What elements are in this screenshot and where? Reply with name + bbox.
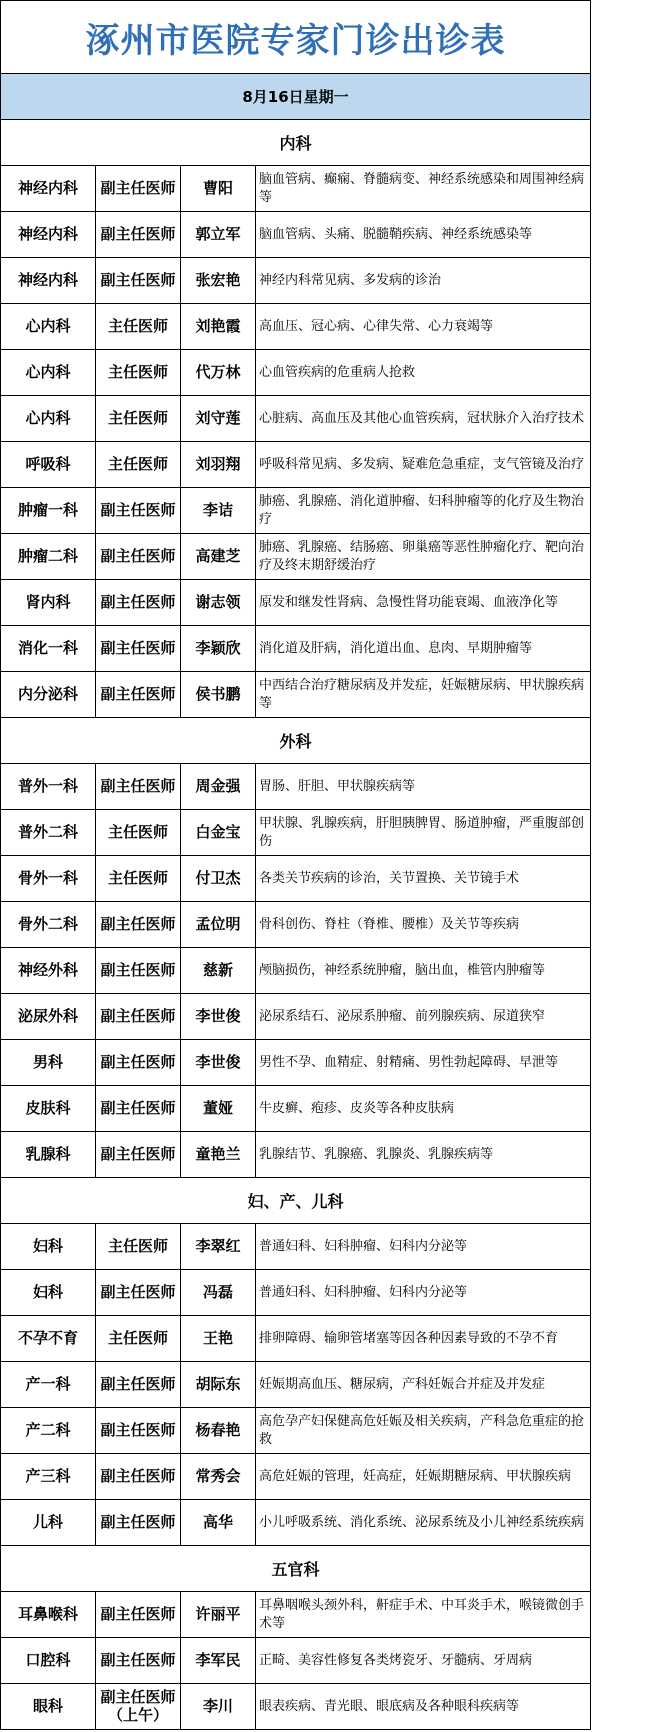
title-cell: 副主任医师 xyxy=(96,626,181,671)
table-row xyxy=(0,166,591,212)
doctor-cell: 刘艳霞 xyxy=(181,304,256,349)
doctor-cell: 刘羽翔 xyxy=(181,442,256,487)
specialty-cell: 正畸、美容性修复各类烤瓷牙、牙髓病、牙周病 xyxy=(259,1652,533,1668)
specialty-cell: 小儿呼吸系统、消化系统、泌尿系统及小儿神经系统疾病 xyxy=(259,1514,585,1530)
department-cell: 儿科 xyxy=(1,1500,96,1545)
specialty-cell: 普通妇科、妇科肿瘤、妇科内分泌等 xyxy=(259,1284,468,1300)
table-row xyxy=(0,580,591,626)
doctor-cell: 李世俊 xyxy=(181,994,256,1039)
specialty-cell: 神经内科常见病、多发病的诊治 xyxy=(259,272,442,288)
department-cell: 妇科 xyxy=(1,1270,96,1315)
table-row xyxy=(0,1270,591,1316)
section-header: 五官科 xyxy=(0,1546,591,1592)
table-row xyxy=(0,304,591,350)
doctor-cell: 李川 xyxy=(181,1684,256,1729)
department-cell: 眼科 xyxy=(1,1684,96,1729)
date-header: 8月16日星期一 xyxy=(0,74,591,120)
doctor-cell: 李诘 xyxy=(181,488,256,533)
title-cell: 副主任医师 xyxy=(96,580,181,625)
doctor-cell: 郭立军 xyxy=(181,212,256,257)
title-cell: 副主任医师 xyxy=(96,1270,181,1315)
doctor-cell: 慈新 xyxy=(181,948,256,993)
title-cell: 副主任医师 xyxy=(96,212,181,257)
title-cell: 副主任医师 xyxy=(96,1638,181,1683)
title-cell: 副主任医师 xyxy=(96,764,181,809)
table-row xyxy=(0,856,591,902)
department-cell: 皮肤科 xyxy=(1,1086,96,1131)
title-cell: 副主任医师 xyxy=(96,1132,181,1177)
department-cell: 神经内科 xyxy=(1,166,96,211)
department-cell: 骨外二科 xyxy=(1,902,96,947)
specialty-cell: 男性不孕、血精症、射精痛、男性勃起障碍、早泄等 xyxy=(259,1054,559,1070)
table-row xyxy=(0,1086,591,1132)
table-row xyxy=(0,258,591,304)
title-cell: 副主任医师 xyxy=(96,1408,181,1453)
department-cell: 神经内科 xyxy=(1,258,96,303)
table-row xyxy=(0,1316,591,1362)
doctor-cell: 侯书鹏 xyxy=(181,672,256,717)
specialty-cell: 妊娠期高血压、糖尿病，产科妊娠合并症及并发症 xyxy=(259,1376,546,1392)
specialty-cell: 骨科创伤、脊柱（脊椎、腰椎）及关节等疾病 xyxy=(259,916,520,932)
table-row xyxy=(0,1592,591,1638)
specialty-cell: 颅脑损伤，神经系统肿瘤，脑出血，椎管内肿瘤等 xyxy=(259,962,546,978)
table-row xyxy=(0,994,591,1040)
department-cell: 呼吸科 xyxy=(1,442,96,487)
specialty-cell: 胃肠、肝胆、甲状腺疾病等 xyxy=(259,778,416,794)
title-cell: 主任医师 xyxy=(96,396,181,441)
table-row xyxy=(0,902,591,948)
title-cell: 副主任医师 xyxy=(96,166,181,211)
doctor-cell: 童艳兰 xyxy=(181,1132,256,1177)
schedule-table xyxy=(0,120,591,1730)
title-cell: 主任医师 xyxy=(96,1224,181,1269)
department-cell: 神经内科 xyxy=(1,212,96,257)
specialty-cell: 心血管疾病的危重病人抢救 xyxy=(259,364,416,380)
specialty-cell: 脑血管病、癫痫、脊髓病变、神经系统感染和周围神经病等 xyxy=(259,171,585,205)
specialty-cell: 肺癌、乳腺癌、消化道肿瘤、妇科肿瘤等的化疗及生物治疗 xyxy=(259,493,585,527)
specialty-cell: 眼表疾病、青光眼、眼底病及各种眼科疾病等 xyxy=(259,1698,520,1714)
table-row xyxy=(0,764,591,810)
title-cell: 主任医师 xyxy=(96,304,181,349)
department-cell: 肾内科 xyxy=(1,580,96,625)
department-cell: 男科 xyxy=(1,1040,96,1085)
doctor-cell: 周金强 xyxy=(181,764,256,809)
table-row xyxy=(0,948,591,994)
doctor-cell: 刘守莲 xyxy=(181,396,256,441)
table-row xyxy=(0,1638,591,1684)
department-cell: 不孕不育 xyxy=(1,1316,96,1361)
doctor-cell: 杨春艳 xyxy=(181,1408,256,1453)
department-cell: 心内科 xyxy=(1,304,96,349)
department-cell: 普外一科 xyxy=(1,764,96,809)
specialty-cell: 原发和继发性肾病、急慢性肾功能衰竭、血液净化等 xyxy=(259,594,559,610)
table-row xyxy=(0,672,591,718)
section-header: 外科 xyxy=(0,718,591,764)
department-cell: 产一科 xyxy=(1,1362,96,1407)
title-cell: 副主任医师 xyxy=(96,902,181,947)
doctor-cell: 谢志领 xyxy=(181,580,256,625)
specialty-cell: 牛皮癣、疱疹、皮炎等各种皮肤病 xyxy=(259,1100,455,1116)
department-cell: 耳鼻喉科 xyxy=(1,1592,96,1637)
title-cell: 副主任医师 xyxy=(96,488,181,533)
specialty-cell: 心脏病、高血压及其他心血管疾病，冠状脉介入治疗技术 xyxy=(259,410,585,426)
department-cell: 内分泌科 xyxy=(1,672,96,717)
doctor-cell: 孟位明 xyxy=(181,902,256,947)
doctor-cell: 代万林 xyxy=(181,350,256,395)
table-row xyxy=(0,1040,591,1086)
title-cell: 副主任医师 xyxy=(96,1592,181,1637)
title-cell: 副主任医师 xyxy=(96,1040,181,1085)
table-row xyxy=(0,488,591,534)
doctor-cell: 董娅 xyxy=(181,1086,256,1131)
doctor-cell: 胡际东 xyxy=(181,1362,256,1407)
table-row xyxy=(0,1684,591,1730)
specialty-cell: 乳腺结节、乳腺癌、乳腺炎、乳腺疾病等 xyxy=(259,1146,494,1162)
table-row xyxy=(0,626,591,672)
doctor-cell: 李颖欣 xyxy=(181,626,256,671)
title-cell: 主任医师 xyxy=(96,350,181,395)
department-cell: 产三科 xyxy=(1,1454,96,1499)
doctor-cell: 白金宝 xyxy=(181,810,256,855)
doctor-cell: 冯磊 xyxy=(181,1270,256,1315)
table-row xyxy=(0,212,591,258)
doctor-cell: 李世俊 xyxy=(181,1040,256,1085)
table-row xyxy=(0,442,591,488)
doctor-cell: 张宏艳 xyxy=(181,258,256,303)
table-row xyxy=(0,1224,591,1270)
title-cell: 主任医师 xyxy=(96,810,181,855)
table-row xyxy=(0,1408,591,1454)
specialty-cell: 高危妊娠的管理，妊高症，妊娠期糖尿病、甲状腺疾病 xyxy=(259,1468,572,1484)
doctor-cell: 曹阳 xyxy=(181,166,256,211)
section-header: 内科 xyxy=(0,120,591,166)
department-cell: 肿瘤二科 xyxy=(1,534,96,579)
doctor-cell: 李翠红 xyxy=(181,1224,256,1269)
doctor-cell: 常秀会 xyxy=(181,1454,256,1499)
table-row xyxy=(0,350,591,396)
department-cell: 心内科 xyxy=(1,396,96,441)
section-header: 妇、产、儿科 xyxy=(0,1178,591,1224)
specialty-cell: 排卵障碍、输卵管堵塞等因各种因素导致的不孕不育 xyxy=(259,1330,559,1346)
table-row xyxy=(0,1500,591,1546)
specialty-cell: 普通妇科、妇科肿瘤、妇科内分泌等 xyxy=(259,1238,468,1254)
title-cell: 副主任医师 xyxy=(96,994,181,1039)
specialty-cell: 消化道及肝病，消化道出血、息肉、早期肿瘤等 xyxy=(259,640,533,656)
department-cell: 肿瘤一科 xyxy=(1,488,96,533)
title-cell: 副主任医师（上午） xyxy=(96,1684,181,1729)
department-cell: 普外二科 xyxy=(1,810,96,855)
specialty-cell: 高危孕产妇保健高危妊娠及相关疾病，产科急危重症的抢救 xyxy=(259,1413,585,1447)
specialty-cell: 中西结合治疗糖尿病及并发症，妊娠糖尿病、甲状腺疾病等 xyxy=(259,677,585,711)
department-cell: 心内科 xyxy=(1,350,96,395)
page-title: 涿州市医院专家门诊出诊表 xyxy=(0,0,591,74)
department-cell: 消化一科 xyxy=(1,626,96,671)
specialty-cell: 脑血管病、头痛、脱髓鞘疾病、神经系统感染等 xyxy=(259,226,533,242)
department-cell: 神经外科 xyxy=(1,948,96,993)
department-cell: 泌尿外科 xyxy=(1,994,96,1039)
specialty-cell: 甲状腺、乳腺疾病，肝胆胰脾胃、肠道肿瘤，严重腹部创伤 xyxy=(259,815,585,849)
table-row xyxy=(0,1132,591,1178)
table-row xyxy=(0,534,591,580)
title-cell: 副主任医师 xyxy=(96,534,181,579)
title-cell: 主任医师 xyxy=(96,1316,181,1361)
title-cell: 副主任医师 xyxy=(96,1500,181,1545)
department-cell: 口腔科 xyxy=(1,1638,96,1683)
department-cell: 产二科 xyxy=(1,1408,96,1453)
title-cell: 副主任医师 xyxy=(96,1454,181,1499)
department-cell: 乳腺科 xyxy=(1,1132,96,1177)
table-row xyxy=(0,810,591,856)
specialty-cell: 肺癌、乳腺癌、结肠癌、卵巢癌等恶性肿瘤化疗、靶向治疗及终末期舒缓治疗 xyxy=(259,539,585,573)
title-cell: 副主任医师 xyxy=(96,1086,181,1131)
doctor-cell: 许丽平 xyxy=(181,1592,256,1637)
doctor-cell: 高华 xyxy=(181,1500,256,1545)
department-cell: 妇科 xyxy=(1,1224,96,1269)
specialty-cell: 泌尿系结石、泌尿系肿瘤、前列腺疾病、尿道狭窄 xyxy=(259,1008,546,1024)
table-row xyxy=(0,396,591,442)
title-cell: 主任医师 xyxy=(96,442,181,487)
specialty-cell: 各类关节疾病的诊治，关节置换、关节镜手术 xyxy=(259,870,520,886)
table-row xyxy=(0,1362,591,1408)
doctor-cell: 高建芝 xyxy=(181,534,256,579)
title-cell: 副主任医师 xyxy=(96,258,181,303)
title-cell: 副主任医师 xyxy=(96,1362,181,1407)
table-row xyxy=(0,1454,591,1500)
doctor-cell: 付卫杰 xyxy=(181,856,256,901)
doctor-cell: 王艳 xyxy=(181,1316,256,1361)
specialty-cell: 高血压、冠心病、心律失常、心力衰竭等 xyxy=(259,318,494,334)
specialty-cell: 耳鼻咽喉头颈外科，鼾症手术、中耳炎手术，喉镜微创手术等 xyxy=(259,1597,585,1631)
specialty-cell: 呼吸科常见病、多发病、疑难危急重症，支气管镜及治疗 xyxy=(259,456,585,472)
title-cell: 副主任医师 xyxy=(96,948,181,993)
title-cell: 副主任医师 xyxy=(96,672,181,717)
title-cell: 主任医师 xyxy=(96,856,181,901)
doctor-cell: 李军民 xyxy=(181,1638,256,1683)
department-cell: 骨外一科 xyxy=(1,856,96,901)
